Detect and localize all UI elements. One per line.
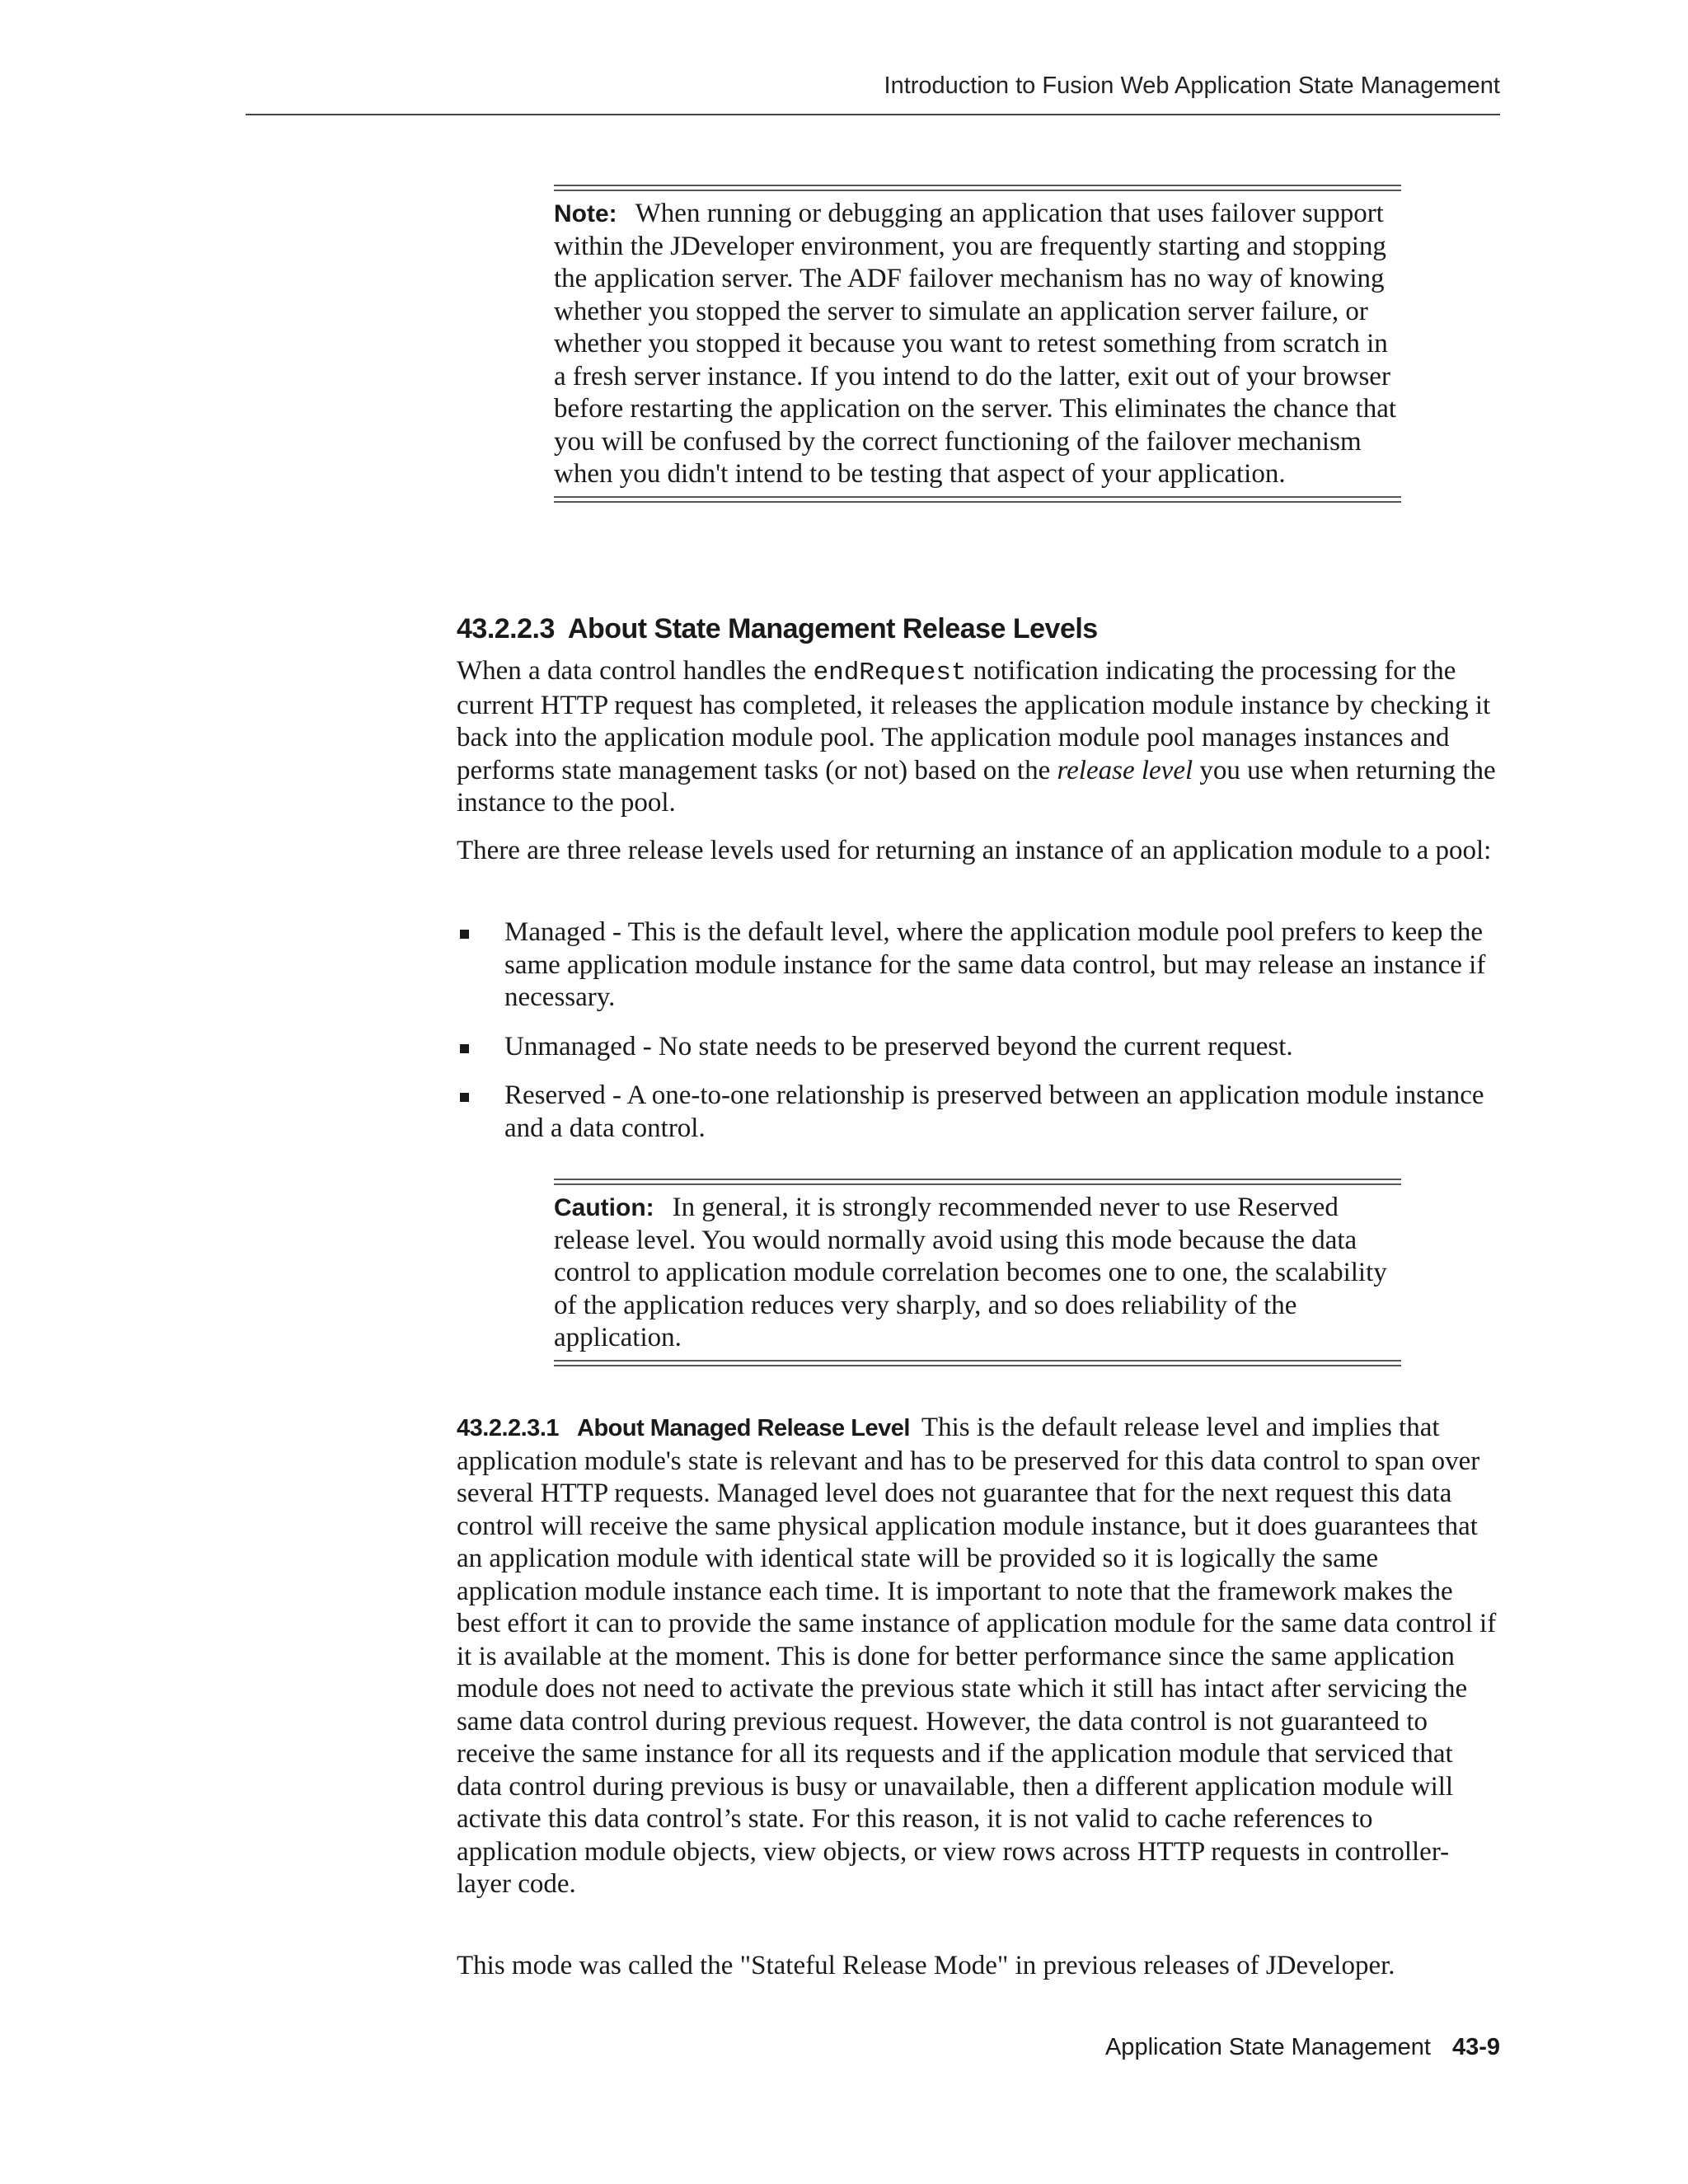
caution-bottom-rule <box>554 1360 1401 1366</box>
list-item-text: Managed - This is the default level, where the application module pool prefers to keep the same application module instance for the same data control, but may release an instance if necessary. <box>504 917 1486 1012</box>
bullet-icon <box>460 930 469 939</box>
caution-text: In general, it is strongly recommended never to use Reserved release level. You would normally avoid using this mode because the data control to application module correlation becomes one to one, the scalability of the application reduces very sharply, and so does reliability of the application. <box>554 1193 1387 1352</box>
section-heading <box>457 613 1098 645</box>
levels-intro-paragraph: There are three release levels used for returning an instance of an application module to a pool: <box>457 836 1492 865</box>
note-box <box>554 185 1401 503</box>
note-top-rule <box>554 185 1401 191</box>
running-header: Introduction to Fusion Web Application State Management <box>884 73 1500 99</box>
subsection-heading <box>457 1415 921 1441</box>
caution-top-rule <box>554 1179 1401 1185</box>
list-item-text: Reserved - A one-to-one relationship is preserved between an application module instance and a data control. <box>504 1080 1484 1143</box>
intro-text-1: When a data control handles the <box>457 656 814 686</box>
closing-paragraph: This mode was called the "Stateful Release Mode" in previous releases of JDeveloper. <box>457 1951 1395 1980</box>
note-content <box>554 191 1401 496</box>
subsection-title: About Managed Release Level <box>577 1415 910 1441</box>
section-intro-paragraph <box>457 655 1497 820</box>
bullet-icon <box>460 1093 469 1102</box>
page-number: 43-9 <box>1451 2034 1500 2060</box>
section-title: About State Management Release Levels <box>567 613 1098 644</box>
section-number: 43.2.2.3 <box>457 613 555 644</box>
managed-release-paragraph <box>457 1412 1497 1901</box>
list-item-text: Unmanaged - No state needs to be preserved beyond the current request. <box>504 1031 1293 1062</box>
header-rule <box>246 114 1500 115</box>
list-item <box>457 1080 1497 1145</box>
subsection-number: 43.2.2.3.1 <box>457 1415 559 1441</box>
note-text: When running or debugging an application that uses failover support within the JDeveloper environment, you are frequently starting and stopping the application server. The ADF failover mechanism has no way of knowing whether you stopped the server to simulate an application server failure, or whether you stopped it because you want to retest something from scratch in a fresh server instance. If you intend to do the latter, exit out of your browser before restarting the application on the server. This eliminates the chance that you will be confused by the correct functioning of the failover mechanism when you didn't intend to be testing that aspect of your application. <box>554 199 1397 489</box>
caution-content <box>554 1185 1401 1360</box>
intro-text-2: notification indicating the processing for the current HTTP request has completed, it releases the application module instance by checking it back into the application module pool. The application module pool manages instances and performs state management tasks (or not) based on the <box>457 656 1491 785</box>
list-item <box>457 1031 1497 1064</box>
endrequest-code: endRequest <box>813 658 967 687</box>
subsection-text: This is the default release level and implies that application module's state is relevant and has to be preserved for this data control to span over several HTTP requests. Managed level does not guarantee that for the next request this data control will receive the same physical application module instance, but it does guarantees that an application module with identical state will be provided so it is logically the same application module instance each time. It is important to note that the framework makes the best effort it can to provide the same instance of application module for the same data control if it is available at the moment. This is done for better performance since the same application module does not need to activate the previous state which it still has intact after servicing the same data control during previous request. However, the data control is not guaranteed to receive the same instance for all its requests and if the application module that serviced that data control during previous is busy or unavailable, then a different application module will activate this data control’s state. For this reason, it is not valid to cache references to application module objects, view objects, or view rows across HTTP requests in controller-layer code. <box>457 1413 1497 1899</box>
footer-chapter-title: Application State Management <box>1104 2034 1431 2060</box>
list-item <box>457 916 1497 1015</box>
note-label: Note: <box>554 200 617 227</box>
note-bottom-rule <box>554 496 1401 503</box>
caution-label: Caution: <box>554 1194 654 1221</box>
bullet-icon <box>460 1044 469 1053</box>
page-footer <box>247 2034 1500 2061</box>
intro-text-3: you use when returning the instance to the pool. <box>457 755 1496 818</box>
release-levels-list <box>457 916 1497 1161</box>
caution-box <box>554 1179 1401 1366</box>
release-level-term: release level <box>1057 755 1193 785</box>
